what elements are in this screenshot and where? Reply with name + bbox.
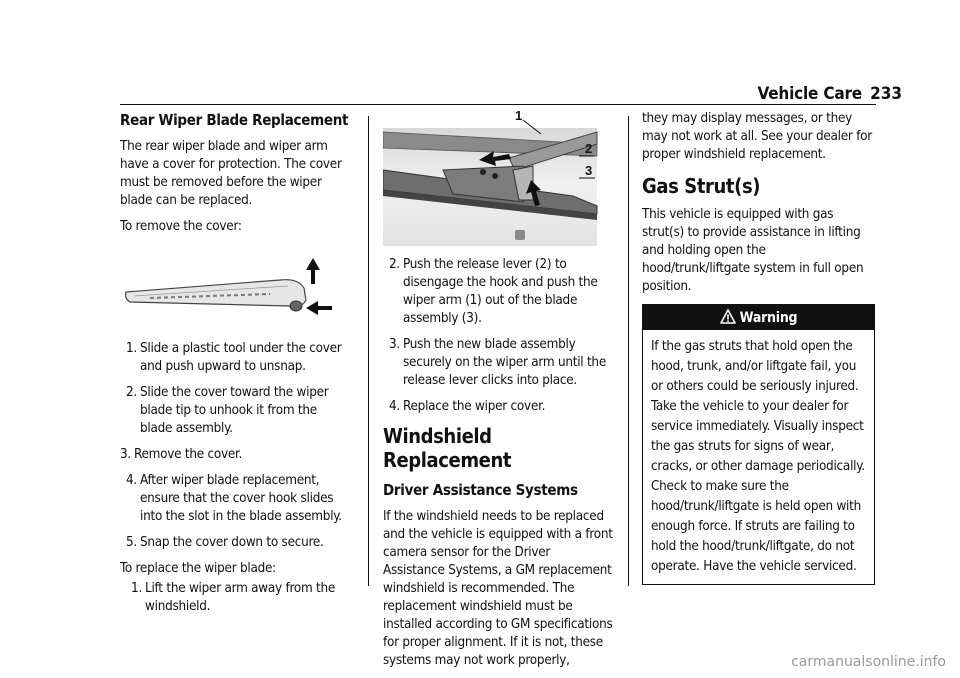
remove-cover-lead: To remove the cover: [120, 219, 242, 234]
callout-label: 2 [585, 141, 592, 156]
intro-paragraph: The rear wiper blade and wiper arm have a cover for protection. The cover must be removed before the wiper blade can be replaced. [120, 139, 342, 208]
step-text: After wiper blade replacement, ensure that the cover hook slides into the slot in the blade assembly. [140, 473, 342, 524]
section-heading-gas-struts: Gas Strut(s) [642, 174, 761, 198]
step-number: 1. [131, 581, 142, 596]
step-number: 4. [126, 473, 137, 488]
step-number: 3. [120, 447, 131, 462]
section-heading-rear-wiper: Rear Wiper Blade Replacement [120, 111, 349, 129]
warning-header [643, 305, 874, 330]
step-text: Snap the cover down to secure. [140, 535, 324, 550]
step-text: Replace the wiper cover. [403, 399, 546, 414]
step-text: Slide the cover toward the wiper blade tip to unhook it from the blade assembly. [140, 385, 329, 436]
page-number: 233 [870, 84, 902, 104]
list-item [120, 446, 352, 464]
list-item [383, 398, 615, 416]
list-item [120, 384, 352, 438]
windshield-paragraph: If the windshield needs to be replaced and the vehicle is equipped with a front camera sensor for the Driver Assistance Systems, a GM replacement windshield is recommended. The replacement windshield must be installed according to GM specifications for proper alignment. If it is not, these systems may not work properly, [383, 509, 613, 668]
replace-blade-steps [120, 580, 352, 616]
column-divider-1 [368, 116, 369, 586]
warning-label: Warning [739, 310, 798, 326]
step-number: 2. [126, 385, 137, 400]
running-header-title: Vehicle Care [757, 84, 862, 104]
column-2 [383, 110, 615, 678]
section-heading-windshield: Windshield Replacement [383, 424, 512, 472]
step-text: Slide a plastic tool under the cover and push upward to unsnap. [140, 341, 342, 374]
list-item [120, 580, 352, 616]
step-number: 2. [389, 257, 400, 272]
list-item [383, 336, 615, 390]
warning-text: If the gas struts that hold open the hood, trunk, and/or liftgate fail, you or others could be seriously injured. Take the vehicle to your dealer for service immediately. Visually inspect the gas struts for signs of wear, cracks, or other damage periodically. Check to make sure the hood/trunk/liftgate is held open with enough force. If struts are failing to hold the hood/trunk/liftgate, do not operate. Have the vehicle serviced. [651, 339, 865, 574]
list-item [120, 340, 352, 376]
sub-heading-driver-assistance: Driver Assistance Systems [383, 481, 578, 499]
step-text: Remove the cover. [134, 447, 243, 462]
blade-replacement-steps [383, 256, 615, 416]
list-item [383, 256, 615, 328]
step-number: 4. [389, 399, 400, 414]
column-divider-2 [628, 116, 629, 586]
warning-icon [720, 309, 736, 325]
step-text: Push the release lever (2) to disengage the hook and push the wiper arm (1) out of the blade assembly (3). [403, 257, 598, 326]
column-3 [642, 110, 875, 585]
watermark: carmanualsonline.info [791, 654, 946, 670]
column-1 [120, 110, 352, 624]
header-rule [120, 104, 876, 105]
callout-label: 3 [585, 163, 592, 178]
warning-box [642, 304, 875, 585]
step-number: 1. [126, 341, 137, 356]
replace-blade-lead: To replace the wiper blade: [120, 561, 276, 576]
list-item [120, 472, 352, 526]
gas-strut-paragraph: This vehicle is equipped with gas strut(s) to provide assistance in lifting and holding open the hood/trunk/liftgate system in full open position. [642, 207, 864, 294]
step-text: Push the new blade assembly securely on the wiper arm until the release lever clicks into place. [403, 337, 606, 388]
step-text: Lift the wiper arm away from the windshield. [145, 581, 336, 614]
wiper-arm-release-illustration [383, 110, 599, 248]
callout-label: 1 [515, 110, 522, 123]
list-item [120, 534, 352, 552]
wiper-cover-illustration [120, 244, 352, 340]
step-number: 5. [126, 535, 137, 550]
step-number: 3. [389, 337, 400, 352]
remove-cover-steps [120, 340, 352, 552]
continuation-paragraph: they may display messages, or they may not work at all. See your dealer for proper windshield replacement. [642, 111, 872, 162]
